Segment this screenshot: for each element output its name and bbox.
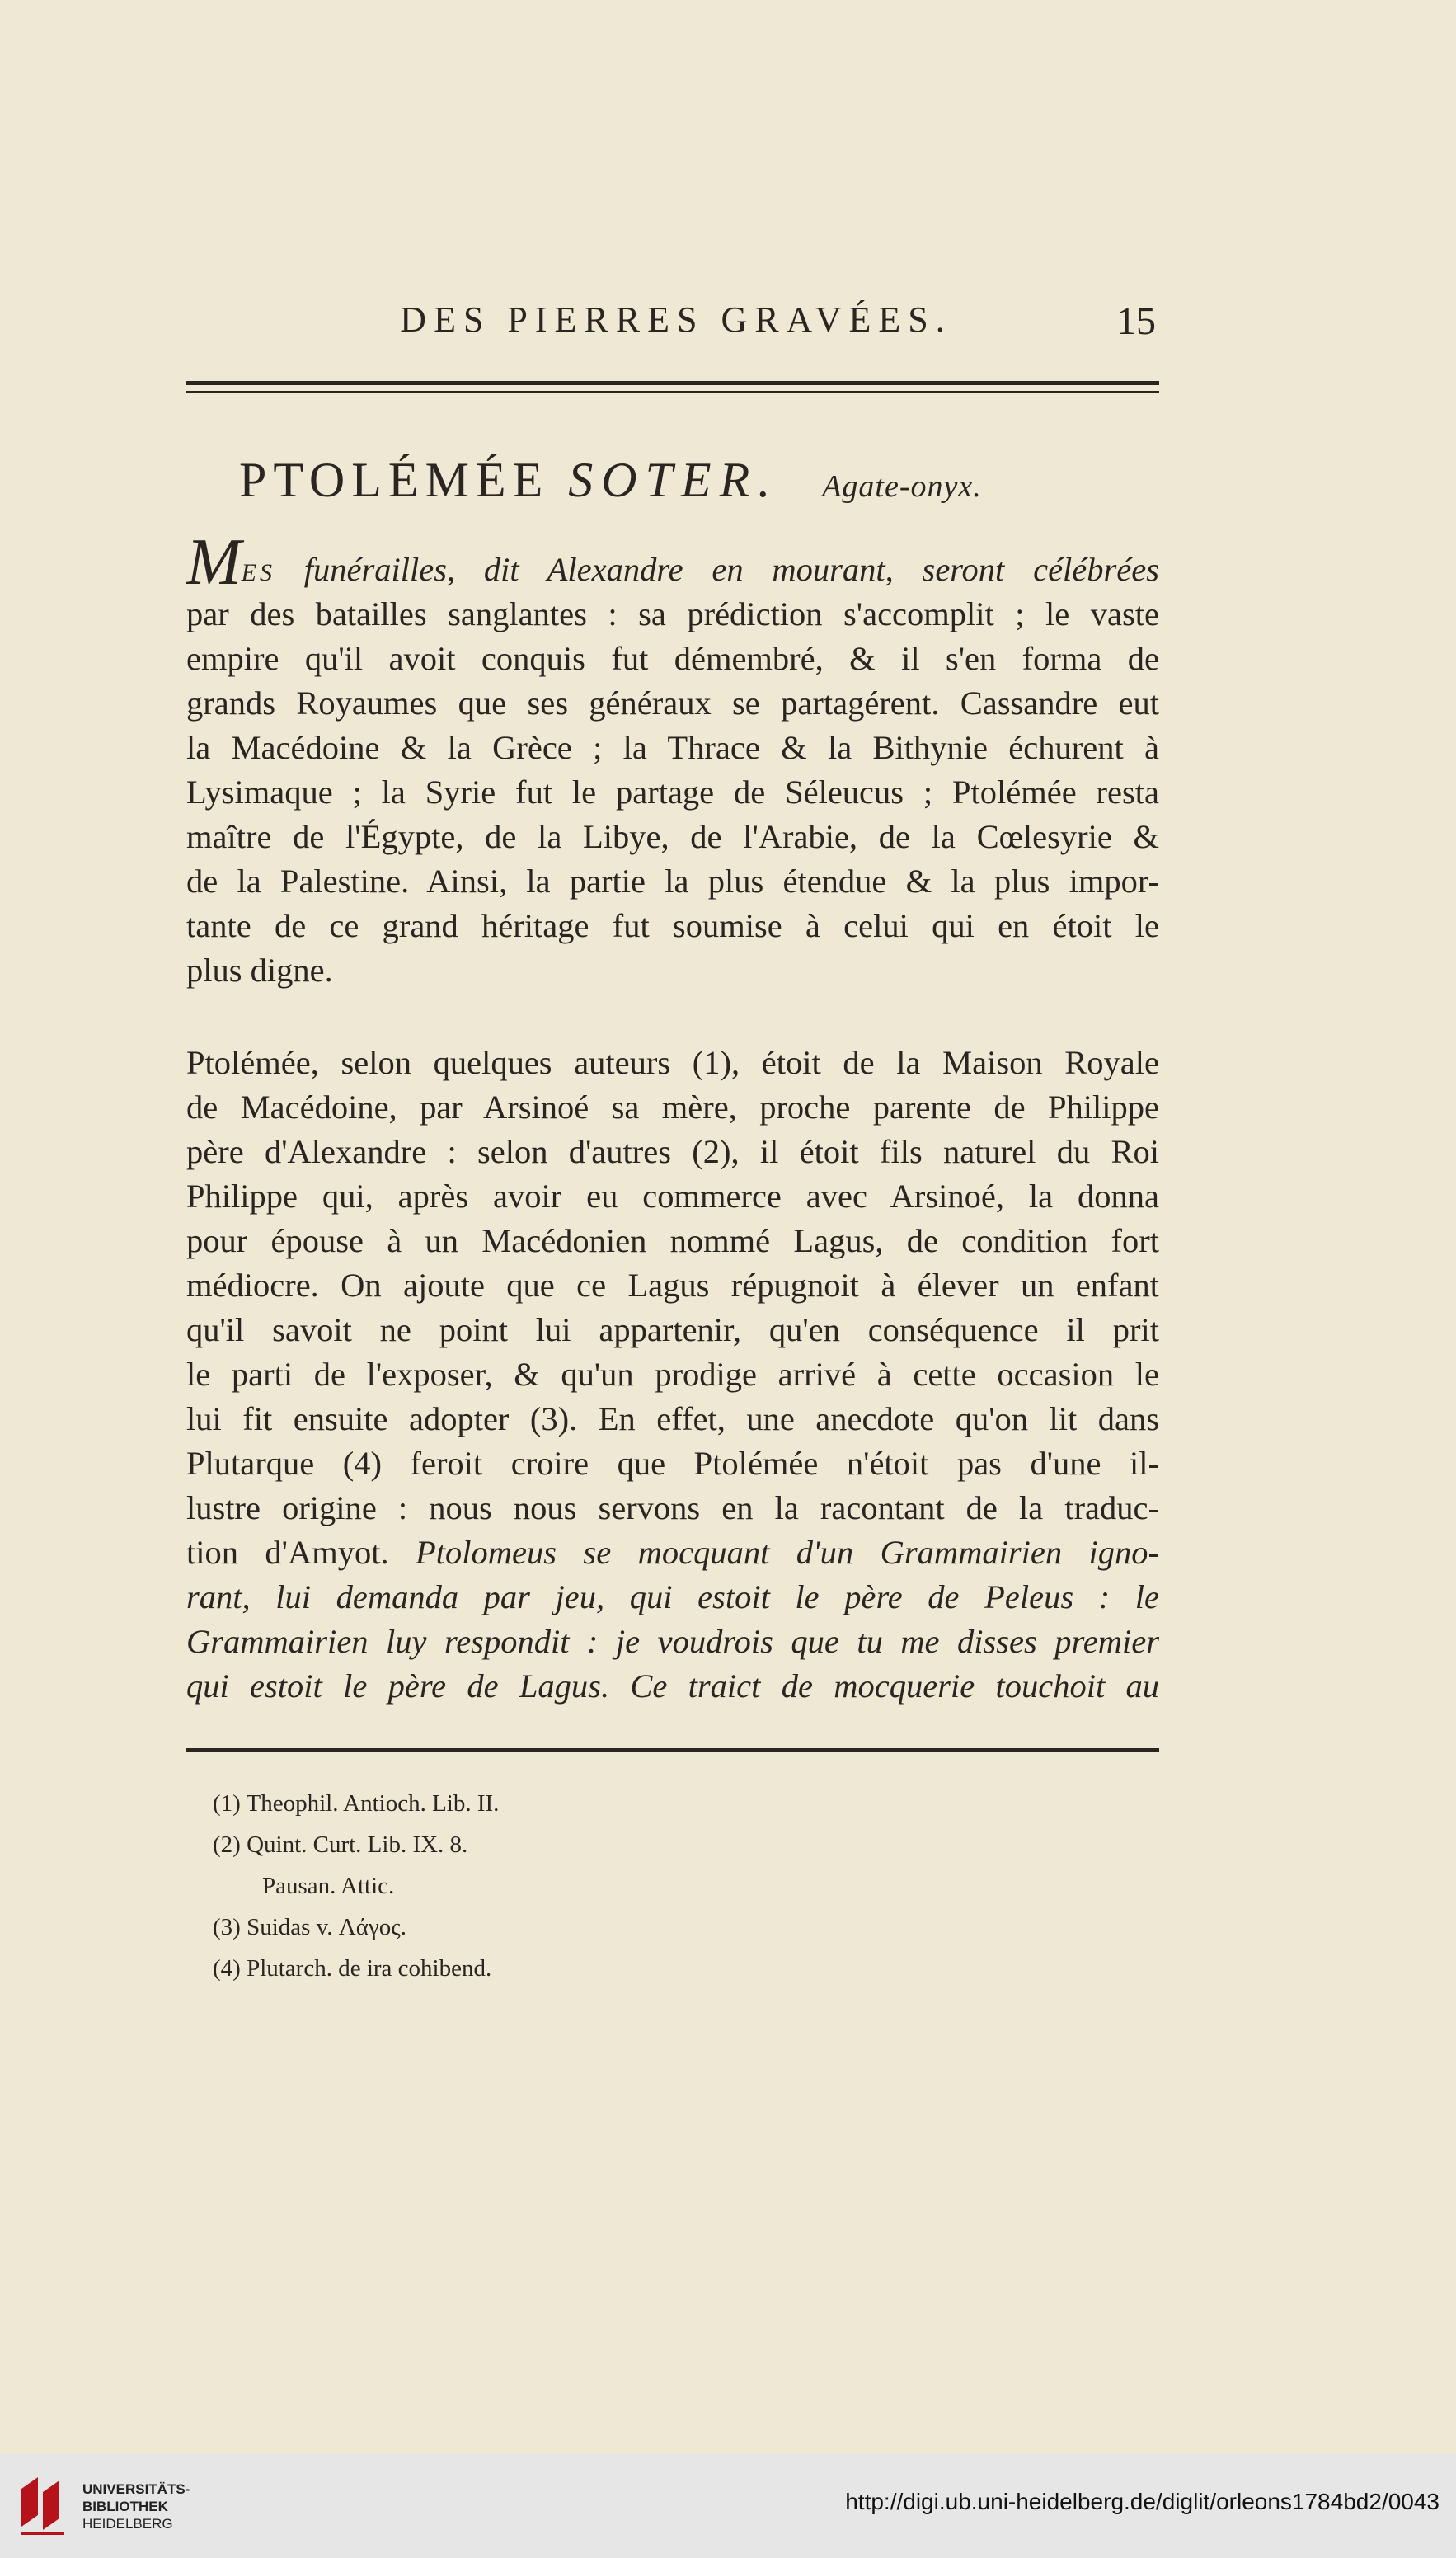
text-line-11: lustre origine : nous nous servons en la racontant de la traduc- <box>186 1489 1159 1526</box>
header-rule-thick <box>186 381 1159 385</box>
university-library-logo-icon <box>15 2469 74 2540</box>
text-line-3: père d'Alexandre : selon d'autres (2), il étoit fils naturel du Roi <box>186 1133 1159 1170</box>
page-number: 15 <box>1116 299 1156 343</box>
text-line-10: Plutarque (4) feroit croire que Ptolémée n'étoit pas d'une il- <box>186 1445 1159 1482</box>
text-line-5: la Macédoine & la Grèce ; la Thrace & la Bithynie échurent à <box>186 729 1159 766</box>
text-line-14: Grammairien luy respondit : je voudrois que tu me disses premier <box>186 1623 1159 1660</box>
text-line-3: empire qu'il avoit conquis fut démembré, & il s'en forma de <box>186 640 1159 677</box>
footnote-3: (3) Suidas v. Λάγος. <box>213 1914 407 1940</box>
footnote-rule <box>186 1748 1159 1752</box>
small-caps: ES <box>241 559 275 586</box>
text-line-12-italic: Ptolomeus se mocquant d'un Grammairien igno- <box>388 1534 1159 1571</box>
title-name: PTOLÉMÉE <box>239 453 550 507</box>
text-line-1: funérailles, dit Alexandre en mourant, seront célébrées <box>275 551 1159 588</box>
paragraph-1 <box>186 526 1159 993</box>
text-line-7: qu'il savoit ne point lui appartenir, qu'en conséquence il prit <box>186 1311 1159 1348</box>
header-rule-thin <box>186 391 1159 393</box>
text-line-12-roman: tion d'Amyot. <box>186 1534 389 1571</box>
paragraph-2 <box>186 1041 1159 1709</box>
drop-cap: M <box>186 526 242 599</box>
text-line-8: de la Palestine. Ainsi, la partie la plus étendue & la plus impor- <box>186 863 1159 900</box>
text-line-9: tante de ce grand héritage fut soumise à celui qui en étoit le <box>186 907 1159 944</box>
text-line-1: Ptolémée, selon quelques auteurs (1), étoit de la Maison Royale <box>186 1044 1159 1081</box>
running-head: DES PIERRES GRAVÉES. <box>400 299 952 340</box>
footnote-2: (2) Quint. Curt. Lib. IX. 8. <box>213 1832 468 1858</box>
text-line-10: plus digne. <box>186 952 333 989</box>
text-line-12 <box>186 1531 1159 1575</box>
text-line-4: Philippe qui, après avoir eu commerce avec Arsinoé, la donna <box>186 1178 1159 1215</box>
footnote-2-continued: Pausan. Attic. <box>262 1873 395 1899</box>
text-line <box>186 526 1159 599</box>
text-line-7: maître de l'Égypte, de la Libye, de l'Arabie, de la Cœlesyrie & <box>186 818 1159 855</box>
text-line-15: qui estoit le père de Lagus. Ce traict de mocquerie touchoit au <box>186 1667 1159 1705</box>
text-line-2: de Macédoine, par Arsinoé sa mère, proche parente de Philippe <box>186 1089 1159 1126</box>
text-line-6: médiocre. On ajoute que ce Lagus répugnoit à élever un enfant <box>186 1267 1159 1304</box>
footnote-1: (1) Theophil. Antioch. Lib. II. <box>213 1790 500 1817</box>
text-line-8: le parti de l'exposer, & qu'un prodige arrivé à cette occasion le <box>186 1356 1159 1393</box>
footnotes <box>213 1783 955 1989</box>
library-name <box>82 2480 190 2532</box>
library-name-line-1: UNIVERSITÄTS- <box>82 2481 190 2497</box>
text-line-6: Lysimaque ; la Syrie fut le partage de Séleucus ; Ptolémée resta <box>186 774 1159 811</box>
text-line-13: rant, lui demanda par jeu, qui estoit le père de Peleus : le <box>186 1578 1159 1615</box>
library-name-line-2: BIBLIOTHEK <box>82 2499 168 2514</box>
title-material: Agate-onyx. <box>822 469 982 504</box>
text-line-9: lui fit ensuite adopter (3). En effet, une anecdote qu'on lit dans <box>186 1400 1159 1437</box>
library-name-line-3: HEIDELBERG <box>82 2516 173 2532</box>
footnote-4: (4) Plutarch. de ira cohibend. <box>213 1955 492 1982</box>
text-line-4: grands Royaumes que ses généraux se partagérent. Cassandre eut <box>186 684 1159 722</box>
permalink-url[interactable]: http://digi.ub.uni-heidelberg.de/diglit/orleons1784bd2/0043 <box>845 2489 1440 2514</box>
section-title <box>239 452 1171 509</box>
viewer-footer <box>0 2454 1456 2558</box>
title-epithet: SOTER. <box>568 453 779 507</box>
text-line-5: pour épouse à un Macédonien nommé Lagus, de condition fort <box>186 1222 1159 1259</box>
text-line-2: par des batailles sanglantes : sa prédiction s'accomplit ; le vaste <box>186 595 1159 632</box>
